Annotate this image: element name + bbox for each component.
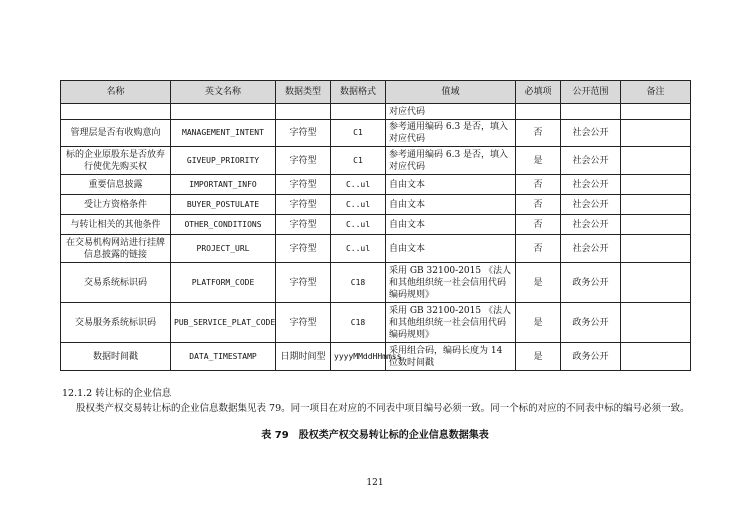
header-english-name: 英文名称 — [171, 81, 276, 104]
cell-english-name: PROJECT_URL — [171, 235, 276, 263]
cell-data-type: 日期时间型 — [276, 343, 331, 371]
cell-required — [516, 104, 561, 120]
cell-required: 是 — [516, 263, 561, 303]
cell-disclosure-scope: 政务公开 — [561, 303, 621, 343]
cell-value-domain: 对应代码 — [386, 104, 516, 120]
cell-data-type: 字符型 — [276, 215, 331, 235]
cell-data-format: C..ul — [331, 175, 386, 195]
cell-name — [61, 104, 171, 120]
cell-remarks — [621, 263, 691, 303]
cell-data-format: C1 — [331, 120, 386, 147]
cell-disclosure-scope: 社会公开 — [561, 175, 621, 195]
cell-name: 受让方资格条件 — [61, 195, 171, 215]
cell-disclosure-scope: 社会公开 — [561, 120, 621, 147]
cell-required: 否 — [516, 195, 561, 215]
cell-value-domain: 自由文本 — [386, 235, 516, 263]
cell-data-type: 字符型 — [276, 120, 331, 147]
cell-name: 交易服务系统标识码 — [61, 303, 171, 343]
cell-required: 是 — [516, 303, 561, 343]
cell-remarks — [621, 120, 691, 147]
cell-disclosure-scope: 社会公开 — [561, 235, 621, 263]
cell-required: 否 — [516, 215, 561, 235]
table-row — [61, 147, 691, 175]
cell-english-name: OTHER_CONDITIONS — [171, 215, 276, 235]
cell-required: 是 — [516, 147, 561, 175]
cell-data-type: 字符型 — [276, 147, 331, 175]
cell-remarks — [621, 104, 691, 120]
cell-data-format: C..ul — [331, 215, 386, 235]
cell-value-domain: 参考通用编码 6.3 是否，填入对应代码 — [386, 147, 516, 175]
data-set-table — [60, 80, 691, 371]
cell-disclosure-scope: 政务公开 — [561, 263, 621, 303]
header-required: 必填项 — [516, 81, 561, 104]
cell-remarks — [621, 195, 691, 215]
cell-english-name: DATA_TIMESTAMP — [171, 343, 276, 371]
cell-required: 否 — [516, 120, 561, 147]
table-row — [61, 303, 691, 343]
cell-name: 交易系统标识码 — [61, 263, 171, 303]
section-heading: 12.1.2 转让标的企业信息 — [62, 388, 172, 399]
cell-english-name: GIVEUP_PRIORITY — [171, 147, 276, 175]
cell-data-format: C..ul — [331, 235, 386, 263]
cell-english-name: BUYER_POSTULATE — [171, 195, 276, 215]
cell-disclosure-scope: 政务公开 — [561, 343, 621, 371]
header-disclosure-scope: 公开范围 — [561, 81, 621, 104]
cell-data-type: 字符型 — [276, 175, 331, 195]
cell-disclosure-scope — [561, 104, 621, 120]
cell-data-type: 字符型 — [276, 195, 331, 215]
header-value-domain: 值域 — [386, 81, 516, 104]
header-data-format: 数据格式 — [331, 81, 386, 104]
table-row — [61, 263, 691, 303]
table-row — [61, 215, 691, 235]
cell-value-domain: 自由文本 — [386, 215, 516, 235]
cell-value-domain: 自由文本 — [386, 195, 516, 215]
cell-english-name: PUB_SERVICE_PLAT_CODE — [171, 303, 276, 343]
cell-disclosure-scope: 社会公开 — [561, 147, 621, 175]
cell-remarks — [621, 343, 691, 371]
header-name: 名称 — [61, 81, 171, 104]
table-row — [61, 175, 691, 195]
cell-remarks — [621, 235, 691, 263]
cell-data-type: 字符型 — [276, 235, 331, 263]
cell-value-domain: 自由文本 — [386, 175, 516, 195]
body-paragraph: 股权类产权交易转让标的企业信息数据集见表 79。同一项目在对应的不同表中项目编号必须一致。同一个标的对应的不同表中标的编号必须一致。 — [76, 403, 690, 414]
cell-value-domain: 采用 GB 32100-2015 《法人和其他组织统一社会信用代码编码规则》 — [386, 303, 516, 343]
cell-english-name: PLATFORM_CODE — [171, 263, 276, 303]
cell-required: 否 — [516, 235, 561, 263]
table-row — [61, 343, 691, 371]
cell-name: 与转让相关的其他条件 — [61, 215, 171, 235]
cell-data-format: C18 — [331, 303, 386, 343]
table-caption: 表 79 股权类产权交易转让标的企业信息数据集表 — [261, 430, 489, 441]
cell-english-name: MANAGEMENT_INTENT — [171, 120, 276, 147]
cell-data-format: C..ul — [331, 195, 386, 215]
cell-remarks — [621, 215, 691, 235]
header-data-type: 数据类型 — [276, 81, 331, 104]
cell-remarks — [621, 303, 691, 343]
cell-remarks — [621, 175, 691, 195]
cell-name: 管理层是否有收购意向 — [61, 120, 171, 147]
cell-required: 是 — [516, 343, 561, 371]
cell-data-format: C18 — [331, 263, 386, 303]
cell-data-format — [331, 104, 386, 120]
cell-data-type — [276, 104, 331, 120]
cell-name: 标的企业原股东是否放弃行使优先购买权 — [61, 147, 171, 175]
cell-required: 否 — [516, 175, 561, 195]
cell-disclosure-scope: 社会公开 — [561, 215, 621, 235]
cell-name: 在交易机构网站进行挂牌信息披露的链接 — [61, 235, 171, 263]
cell-disclosure-scope: 社会公开 — [561, 195, 621, 215]
cell-data-format: C1 — [331, 147, 386, 175]
cell-data-format: yyyyMMddHHmmss — [331, 343, 386, 371]
table-row — [61, 120, 691, 147]
table-row — [61, 104, 691, 120]
table-header-row — [61, 81, 691, 104]
table-row — [61, 195, 691, 215]
cell-name: 数据时间戳 — [61, 343, 171, 371]
cell-value-domain: 采用 GB 32100-2015 《法人和其他组织统一社会信用代码编码规则》 — [386, 263, 516, 303]
cell-english-name: IMPORTANT_INFO — [171, 175, 276, 195]
table-row — [61, 235, 691, 263]
cell-remarks — [621, 147, 691, 175]
cell-value-domain: 参考通用编码 6.3 是否，填入对应代码 — [386, 120, 516, 147]
header-remarks: 备注 — [621, 81, 691, 104]
cell-value-domain: 采用组合码，编码长度为 14 位数时间戳 — [386, 343, 516, 371]
cell-data-type: 字符型 — [276, 303, 331, 343]
page-number: 121 — [366, 478, 384, 488]
cell-english-name — [171, 104, 276, 120]
cell-name: 重要信息披露 — [61, 175, 171, 195]
cell-data-type: 字符型 — [276, 263, 331, 303]
